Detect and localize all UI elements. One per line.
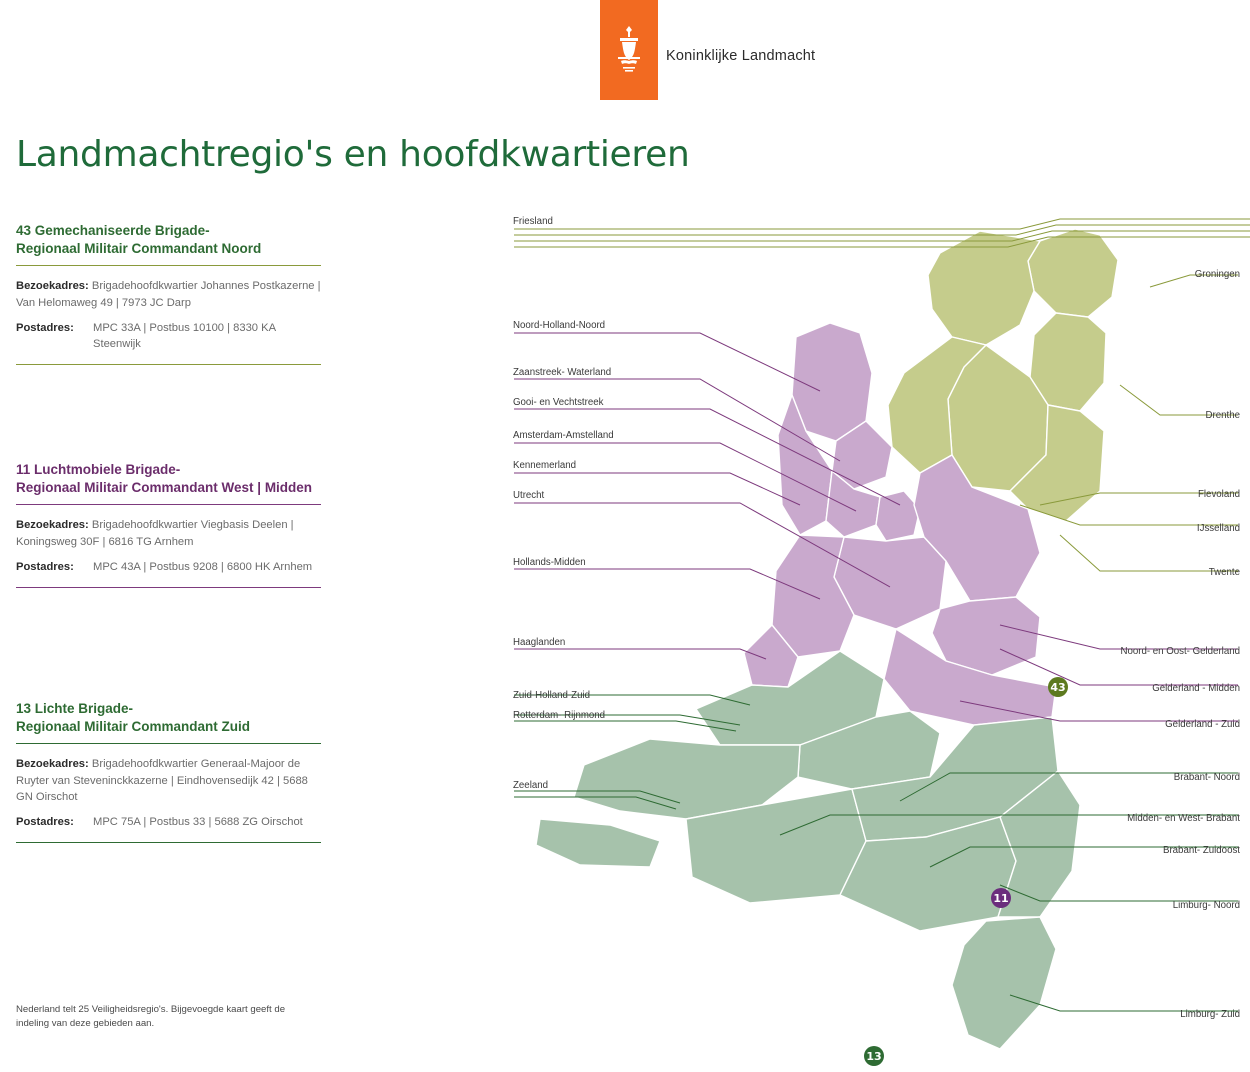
region-limburg-zuid[interactable] (952, 917, 1056, 1049)
map-label-gelderland-zuid: Gelderland - Zuid (1165, 719, 1240, 730)
brigade-13-title-line2: Regionaal Militair Commandant Zuid (16, 719, 251, 735)
map-label-kennemerland: Kennemerland (513, 460, 577, 471)
map-label-amsterdam-amstelland: Amsterdam-Amstelland (513, 430, 614, 441)
map-label-groningen: Groningen (1194, 269, 1240, 280)
brigade-block-13 (16, 700, 321, 843)
badge-13-label: 13 (866, 1049, 882, 1063)
brigade-11-title-line2: Regionaal Militair Commandant West | Midden (16, 480, 313, 496)
brigade-block-43 (16, 222, 321, 365)
badge-13[interactable] (864, 1046, 884, 1066)
map-label-noord-holland-noord: Noord-Holland-Noord (513, 320, 606, 331)
page-title: Landmachtregio's en hoofdkwartieren (16, 134, 690, 175)
brigade-43-post-address (16, 320, 321, 352)
badge-11[interactable] (991, 888, 1011, 908)
map-label-midden-en-west-brabant: Midden- en West- Brabant (1127, 813, 1240, 824)
organisation-name: Koninklijke Landmacht (666, 48, 816, 64)
region-friesland[interactable] (928, 231, 1040, 345)
brigade-11-title-line1: 11 Luchtmobiele Brigade- (16, 462, 181, 477)
brigade-43-title-line1: 43 Gemechaniseerde Brigade- (16, 223, 210, 238)
badge-43[interactable] (1048, 677, 1068, 697)
brigade-43-title-line2: Regionaal Militair Commandant Noord (16, 241, 262, 257)
post-address-value: MPC 43A | Postbus 9208 | 6800 HK Arnhem (93, 560, 313, 573)
brigade-13-visit-address (16, 756, 321, 805)
map-regions (536, 229, 1118, 1049)
divider (16, 743, 321, 744)
map-label-zeeland: Zeeland (513, 780, 549, 791)
map-label-gelderland-midden: Gelderland - Midden (1152, 683, 1240, 694)
map-label-utrecht: Utrecht (513, 490, 545, 501)
map-label-friesland: Friesland (513, 216, 553, 227)
visit-address-label: Bezoekadres: (16, 519, 89, 532)
divider (16, 504, 321, 505)
map-label-drenthe: Drenthe (1205, 410, 1240, 421)
map-label-noord-en-oost-gelderland: Noord- en Oost- Gelderland (1120, 646, 1240, 657)
netherlands-safety-regions-map (500, 205, 1250, 1072)
brigade-11-post-address (16, 559, 321, 575)
map-label-twente: Twente (1208, 567, 1240, 578)
badge-43-label: 43 (1050, 680, 1066, 694)
map-label-gooi-en-vechtstreek: Gooi- en Vechtstreek (513, 397, 604, 408)
brigade-13-post-address (16, 814, 321, 830)
map-label-rotterdam-rijnmond: Rotterdam- Rijnmond (513, 710, 606, 721)
map-label-zuid-holland-zuid: Zuid-Holland-Zuid (513, 690, 590, 701)
visit-address-value: Brigadehoofdkwartier Viegbasis Deelen | Koningsweg 30F | 6816 TG Arnhem (16, 519, 294, 548)
visit-address-label: Bezoekadres: (16, 758, 89, 771)
map-label-limburg-noord: Limburg- Noord (1172, 900, 1240, 911)
post-address-label: Postadres: (16, 560, 74, 573)
lion-crest-icon (600, 0, 658, 100)
brigade-11-visit-address (16, 517, 321, 549)
divider (16, 842, 321, 843)
region-noord-holland-noord[interactable] (792, 323, 872, 441)
brigade-block-11 (16, 461, 321, 588)
map-label-haaglanden: Haaglanden (513, 637, 566, 648)
region-groningen[interactable] (1028, 229, 1118, 317)
visit-address-value: Brigadehoofdkwartier Johannes Postkazerne | Van Helomaweg 49 | 7973 JC Darp (16, 280, 321, 309)
footnote: Nederland telt 25 Veiligheidsregio's. Bijgevoegde kaart geeft de indeling van deze gebieden aan. (16, 1004, 286, 1029)
post-address-value: MPC 75A | Postbus 33 | 5688 ZG Oirschot (93, 816, 303, 829)
map-svg (500, 205, 1250, 1072)
divider (16, 265, 321, 266)
map-label-hollands-midden: Hollands-Midden (513, 557, 586, 568)
map-label-limburg-zuid: Limburg- Zuid (1180, 1009, 1240, 1020)
map-label-flevoland: Flevoland (1197, 489, 1240, 500)
visit-address-label: Bezoekadres: (16, 280, 89, 293)
map-label-zaanstreek-waterland: Zaanstreek- Waterland (513, 367, 612, 378)
map-label-ijsselland: IJsselland (1196, 523, 1240, 534)
visit-address-value: Brigadehoofdkwartier Generaal-Majoor de Ruyter van Steveninckkazerne | Eindhovensedijk 42 | 5688 GN Oirschot (16, 758, 308, 803)
brigade-13-title-line1: 13 Lichte Brigade- (16, 701, 134, 716)
post-address-label: Postadres: (16, 816, 74, 829)
post-address-label: Postadres: (16, 321, 74, 334)
map-label-brabant-noord: Brabant- Noord (1173, 772, 1240, 783)
post-address-value: MPC 33A | Postbus 10100 | 8330 KA Steenwijk (93, 321, 276, 351)
brigade-43-visit-address (16, 278, 321, 310)
region-gooi-en-vechtstreek[interactable] (876, 491, 920, 541)
divider (16, 364, 321, 365)
map-label-brabant-zuidoost: Brabant- Zuidoost (1162, 845, 1240, 856)
badge-11-label: 11 (993, 891, 1009, 905)
divider (16, 587, 321, 588)
